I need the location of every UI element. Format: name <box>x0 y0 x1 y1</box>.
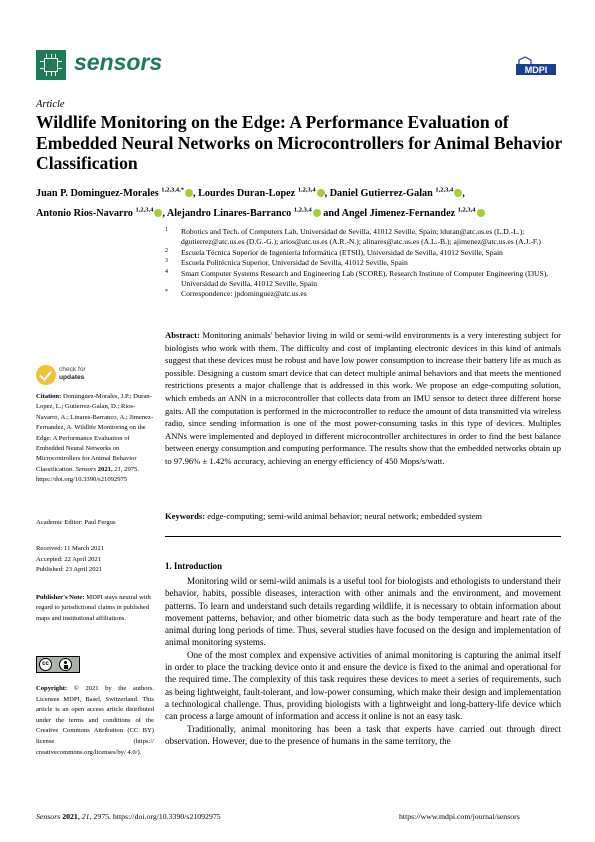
author-name: Juan P. Dominguez-Morales <box>36 188 159 200</box>
footer-year: 2021, <box>62 812 80 821</box>
footer-doi-link[interactable]: 2975. https://doi.org/10.3390/s21092975 <box>93 812 221 821</box>
affiliation-text: Correspondence: jpdominguez@atc.us.es <box>181 289 307 299</box>
citation-label: Citation: <box>36 393 62 400</box>
author-affiliation-sup: 1,2,3,4,* <box>161 187 185 194</box>
journal-name: sensors <box>74 49 163 75</box>
check-updates-line1: check for <box>59 366 86 373</box>
intro-paragraph: Traditionally, animal monitoring has been a task that experts have carried out through direct observation. However, due to the presence of humans in the same territory, the <box>165 723 561 746</box>
footer-volume: 21, <box>81 812 92 821</box>
affiliation-item <box>165 269 570 290</box>
author-separator: , <box>462 188 465 200</box>
affiliation-item <box>165 227 570 248</box>
intro-body <box>165 575 561 747</box>
publisher-name: MDPI <box>524 65 548 75</box>
check-updates-line2: updates <box>59 373 85 381</box>
affiliation-text: Robotics and Tech. of Computers Lab, Universidad de Sevilla, 41012 Seville, Spain; lduran@atc.us.es (L.D.-L.); dgutierrez@atc.us.es (D.G.-G.); arios@atc.us.es (A.R.-N.); alinares@atc.us.es (A.L.-B.); ajimenez@atc.us.es (A.J.-F.) <box>181 227 541 247</box>
keywords-text: edge-computing; semi-wild animal behavior; neural network; embedded system <box>207 511 482 521</box>
author-affiliation-sup: 1,2,3,4 <box>457 206 476 214</box>
author <box>330 188 465 199</box>
affiliation-item <box>165 289 570 299</box>
academic-editor: Academic Editor: Paul Fergus <box>36 519 116 526</box>
keywords <box>165 511 561 521</box>
intro-paragraph: One of the most complex and expensive activities of animal monitoring is capturing the animal itself in order to place the tracking device onto it and ensure the device is fixed to the animal and operational for the required time. The complexity of this task requires these devices to meet a series of requirements, such as being lightweight, fault-tolerant, and low-power consuming, which make their design and implementation a technological challenge. Thus, providing biologists with a lightweight and long-battery-life device which can process a large amount of information and access it online is not an easy task. <box>165 649 561 722</box>
author-name: Lourdes Duran-Lopez <box>198 188 296 200</box>
author-affiliation-sup: 1,2,3,4 <box>297 187 316 194</box>
paper-title: Wildlife Monitoring on the Edge: A Performance Evaluation of Embedded Neural Networks on Microcontrollers for Animal Behavior Classification <box>36 112 562 173</box>
author-name: Alejandro Linares-Barranco <box>166 207 292 219</box>
divider <box>165 536 561 537</box>
citation <box>36 392 154 486</box>
pubnote-text: MDPI stays neutral with regard to jurisdictional claims in published maps and institutional affiliations. <box>36 594 151 622</box>
author-name: Angel Jimenez-Fernandez <box>341 207 456 219</box>
check-for-updates-button[interactable] <box>36 363 126 389</box>
cc-icon: cc <box>39 658 52 671</box>
author <box>342 208 485 219</box>
affiliation-text: Escuela Técnica Superior de Ingeniería Informática (ETSII), Universidad de Sevilla, 41012 Seville, Spain <box>181 247 503 257</box>
footer-citation <box>36 812 221 821</box>
orcid-icon[interactable] <box>317 189 325 197</box>
orcid-icon[interactable] <box>185 189 193 197</box>
abstract-label: Abstract: <box>165 330 200 340</box>
received-date: Received: 11 March 2021 <box>36 545 105 552</box>
citation-journal: Sensors <box>75 465 97 473</box>
journal-logo-icon <box>36 50 66 80</box>
attribution-icon <box>59 658 72 671</box>
citation-doi-link[interactable]: 2975. https://doi.org/10.3390/s21092975 <box>36 465 139 484</box>
author-separator: , <box>193 188 196 200</box>
affiliation-number: 4 <box>165 268 168 275</box>
author-list <box>36 183 576 222</box>
author-name: Daniel Gutierrez-Galan <box>329 188 433 200</box>
author-separator: , <box>324 188 328 200</box>
orcid-icon[interactable] <box>477 209 485 217</box>
publishers-note <box>36 593 154 624</box>
abstract-text: Monitoring animals' behavior living in wild or semi-wild environments is a very interesting subject for biologists who work with them. The difficulty and cost of implanting electronic devices in this kind of animals suggest that these devices must be robust and have low power consumption to increase their battery life as much as possible. Designing a custom smart device that can detect multiple animal behaviors and that meets the mentioned restrictions presents a major challenge that is addressed in this work. We propose an edge-computing solution, which embeds an ANN in a microcontroller that collects data from an IMU sensor to detect three different horse gaits. All the computation is performed in the microcontroller to reduce the amount of data transmitted via wireless radio, since sending information is one of the most power-consuming tasks in this type of devices. Multiples ANNs were implemented and deployed in different microcontroller architectures in order to find the best balance between energy consumption and computing performance. The results show that the embedded networks obtain up to 97.96% ± 1.42% accuracy, achieving an energy efficiency of 450 Mops/s/watt. <box>165 330 561 466</box>
accepted-date: Accepted: 22 April 2021 <box>36 555 102 563</box>
intro-paragraph: Monitoring wild or semi-wild animals is a useful tool for biologists and ethologists to understand their behavior, habits, possible diseases, interaction with other animals and the environment, and movement patterns. To learn and understand such details regarding wildlife, it is necessary to obtain information about movement patterns, behavior, and other biometric data such as the body temperature and heart rate of the animal during long periods of time. Thus, several studies have focused on the design and implementation of animal monitoring systems. <box>165 576 561 648</box>
affiliation-number: 2 <box>165 247 168 254</box>
author <box>36 208 165 219</box>
affiliation-text: Smart Computer Systems Research and Engineering Lab (SCORE), Research Institute of Computer Engineering (I3US), Universidad de Sevilla, 41012 Seville, Spain <box>181 268 549 289</box>
author <box>167 208 340 219</box>
cc-by-license-badge[interactable] <box>36 656 80 673</box>
author-affiliation-sup: 1,2,3,4 <box>135 206 154 214</box>
author <box>36 188 196 199</box>
affiliation-number: 3 <box>165 258 168 265</box>
citation-volume: 21, <box>114 465 123 473</box>
section-heading: 1. Introduction <box>165 561 223 571</box>
author-separator: , <box>162 207 165 219</box>
affiliation-text: Escuela Politécnica Superior, Universidad de Sevilla, 41012 Seville, Spain <box>181 258 408 268</box>
affiliation-item <box>165 248 570 258</box>
article-type: Article <box>36 99 65 110</box>
affiliation-number: * <box>165 289 168 296</box>
author-affiliation-sup: 1,2,3,4 <box>435 187 454 194</box>
affiliation-number: 1 <box>165 227 168 233</box>
abstract <box>165 329 561 468</box>
keywords-label: Keywords: <box>165 511 206 521</box>
published-date: Published: 23 April 2021 <box>36 566 103 573</box>
footer-journal-url[interactable]: https://www.mdpi.com/journal/sensors <box>399 812 520 821</box>
footer-journal: Sensors <box>36 812 61 821</box>
pubnote-label: Publisher's Note: <box>36 594 85 601</box>
citation-text: Dominguez-Morales, J.P.; Duran-Lopez, L.; Gutierrez-Galan, D.; Rios-Navarro, A.; Linares-Barranco, A.; Jimenez-Fernandez, A. Wildlife Monitoring on the Edge: A Performance Evaluation of Embedded Neural Networks on Microcontrollers for Animal Behavior Classification. <box>36 393 154 473</box>
copyright <box>36 684 154 758</box>
affiliation-item <box>165 258 570 268</box>
citation-year: 2021, <box>97 465 113 473</box>
author-name: Antonio Rios-Navarro <box>36 207 133 219</box>
copyright-label: Copyright: <box>36 685 68 692</box>
author-separator: and <box>320 207 340 219</box>
orcid-icon[interactable] <box>313 209 321 217</box>
affiliations <box>165 227 570 300</box>
author-affiliation-sup: 1,2,3,4 <box>293 206 312 214</box>
check-updates-icon <box>36 365 56 385</box>
mdpi-logo-icon <box>515 56 557 76</box>
author <box>198 188 327 199</box>
dates <box>36 544 104 576</box>
copyright-text: © 2021 by the authors. Licensee MDPI, Basel, Switzerland. This article is an open access article distributed under the terms and conditions of the Creative Commons Attribution (CC BY) license (https:// creativecommons.org/licenses/by/ 4.0/). <box>36 685 154 756</box>
